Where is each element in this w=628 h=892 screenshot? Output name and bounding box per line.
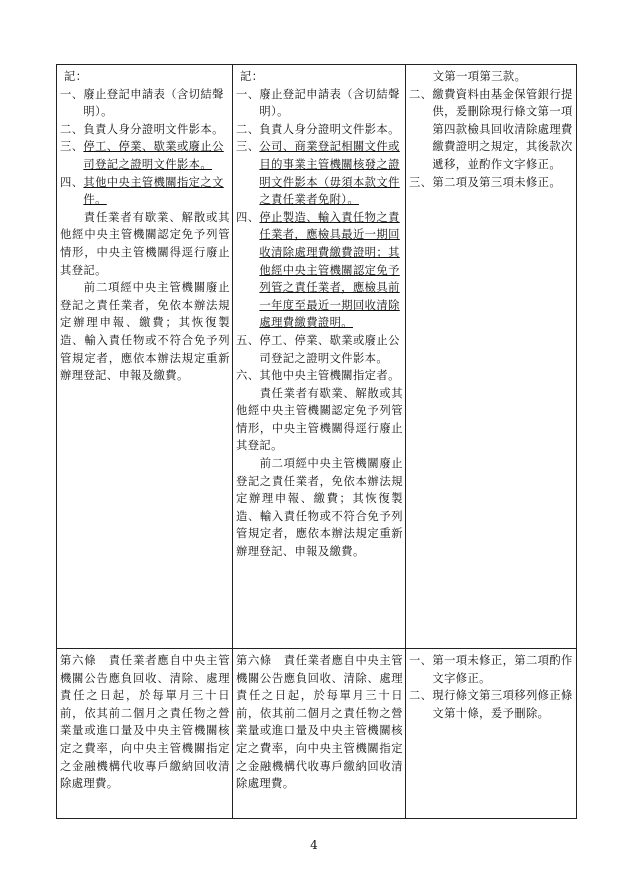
item-text: 其他中央主管機關指定者。 (259, 369, 400, 383)
item-text: 第二項及第三項未修正。 (432, 175, 562, 189)
note-heading: 記： (64, 70, 88, 83)
note-heading: 記： (240, 70, 264, 83)
list-item (409, 652, 574, 687)
article-paragraph (60, 652, 230, 793)
item-number: 四、 (60, 175, 84, 189)
list-item (236, 209, 403, 332)
item-list (60, 86, 230, 209)
list-item (60, 121, 230, 139)
item-number: 二、 (60, 122, 84, 136)
list-item (236, 121, 403, 139)
item-text: 廢止登記申請表（含切結聲明）。 (83, 87, 224, 119)
list-item (60, 174, 230, 209)
item-text: 現行條文第三項移列修正條文第十條，爰予刪除。 (432, 689, 573, 720)
paragraph: 責任業者有歇業、解散或其他經中央主管機關認定免予列管情形，中央主管機關得逕行廢止其登記。 (236, 386, 403, 453)
amended-text-cell (233, 649, 406, 819)
item-number: 二、 (408, 689, 433, 703)
article-text: 責任業者應自中央主管機關公告應負回收、清除、處理責任之日起，於每單月三十日前，依其前二個月之責任物之營業量或進口量及中央主管機關核定之費率，向中央主管機關指定之金融機構代收專戶繳納回收清除處理費。 (60, 654, 230, 791)
paragraph-list (236, 385, 403, 561)
item-list (236, 86, 403, 385)
comparison-table (56, 64, 577, 819)
item-number: 四、 (236, 210, 260, 224)
item-text: 第一項未修正，第二項酌作文字修正。 (432, 654, 573, 685)
article-number: 第六條 (236, 654, 272, 667)
item-number: 一、 (408, 654, 433, 667)
continuation-text: 文第一項第三款。 (432, 70, 527, 83)
table-row (57, 649, 577, 819)
list-item (236, 367, 403, 385)
item-text: 其他中央主管機關指定之文件。 (83, 175, 224, 207)
list-item (60, 138, 230, 173)
amended-text-cell (233, 65, 406, 649)
list-item (60, 86, 230, 121)
paragraph: 前二項經中央主管機關廢止登記之責任業者，免依本辦法規定辦理申報、繳費；其恢復製造、輸入責任物或不符合免予列管規定者，應依本辦法規定重新辦理登記、申報及繳費。 (236, 457, 403, 559)
table-row (57, 65, 577, 649)
list-item (236, 332, 403, 367)
list-item (236, 86, 403, 121)
item-text: 公司、商業登記相關文件或目的事業主管機關核發之證明文件影本（毋須本款文件之責任業者免附）。 (259, 140, 400, 207)
item-text: 停工、停業、歇業或廢止公司登記之證明文件影本。 (83, 140, 224, 171)
item-text: 負責人身分證明文件影本。 (83, 122, 224, 136)
item-number: 一、 (60, 87, 84, 101)
explanation-cell (405, 65, 576, 649)
item-number: 二、 (408, 87, 433, 101)
item-text: 停工、停業、歇業或廢止公司登記之證明文件影本。 (259, 333, 400, 365)
item-list (409, 652, 574, 722)
item-number: 五、 (236, 333, 260, 347)
item-text: 繳費資料由基金保管銀行提供，爰刪除現行條文第一項第四款檢具回收清除處理費繳費證明之規定，其後款次遞移，並酌作文字修正。 (432, 87, 573, 171)
item-text: 負責人身分證明文件影本。 (259, 122, 400, 136)
item-number: 三、 (236, 140, 260, 154)
paragraph: 責任業者有歇業、解散或其他經中央主管機關認定免予列管情形，中央主管機關得逕行廢止其登記。 (60, 210, 230, 277)
article-paragraph (236, 652, 403, 793)
list-item (236, 138, 403, 208)
article-number: 第六條 (60, 654, 97, 667)
item-text: 廢止登記申請表（含切結聲明）。 (259, 87, 400, 119)
page-number: 4 (310, 838, 318, 852)
list-item (409, 174, 574, 192)
item-number: 一、 (236, 87, 260, 101)
list-item (409, 86, 574, 174)
item-number: 三、 (60, 140, 84, 154)
item-list (409, 86, 574, 192)
paragraph-list (60, 209, 230, 385)
current-text-cell (57, 65, 233, 649)
item-text: 停止製造、輸入責任物之責任業者，應檢具最近一期回收清除處理費繳費證明；其他經中央主管機關認定免予列管之責任業者，應檢具前一年度至最近一期回收清除處理費繳費證明。 (259, 210, 400, 330)
paragraph: 前二項經中央主管機關廢止登記之責任業者，免依本辦法規定辦理申報、繳費；其恢復製造、輸入責任物或不符合免予列管規定者，應依本辦法規定重新辦理登記、申報及繳費。 (60, 281, 230, 383)
list-item (409, 687, 574, 722)
article-text: 責任業者應自中央主管機關公告應負回收、清除、處理責任之日起，於每單月三十日前，依其前二個月之責任物之營業量或進口量及中央主管機關核定之費率，向中央主管機關指定之金融機構代收專戶繳納回收清除處理費。 (236, 654, 403, 791)
item-number: 六、 (236, 369, 260, 383)
explanation-cell (405, 649, 576, 819)
item-number: 三、 (408, 175, 433, 189)
item-number: 二、 (236, 122, 260, 136)
current-text-cell (57, 649, 233, 819)
